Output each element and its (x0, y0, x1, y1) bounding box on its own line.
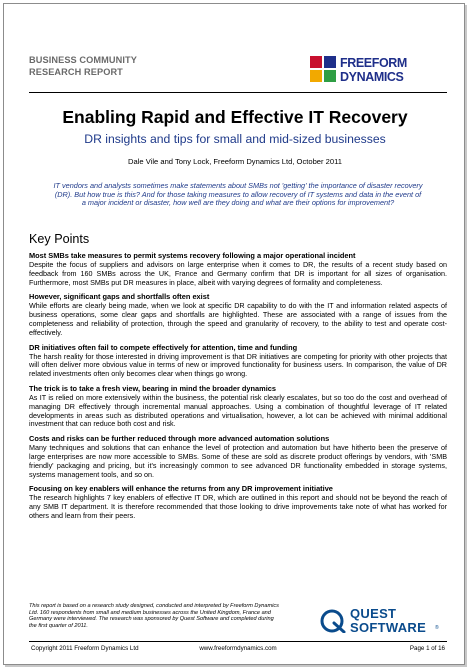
key-point-heading: Costs and risks can be further reduced through more advanced automation solutions (29, 434, 330, 444)
logo-word-freeform: FREEFORM (340, 56, 407, 70)
key-point-text: As IT is relied on more extensively within the business, the potential risk clearly escalates, but so too do the cost and overhead of managing DR effectively through incremental manual approaches. Using a combination of thoughtful leverage of IT related developments in areas such as distributed operations and virtualisation, however, a lot can be achieved with minimal additional investment that can reduce both cost and risk. (29, 392, 447, 429)
report-type-line-1: BUSINESS COMMUNITY (29, 55, 137, 65)
key-point-heading: Most SMBs take measures to permit systems recovery following a major operational incident (29, 251, 356, 260)
software-word: SOFTWARE (350, 620, 427, 635)
key-point-section (29, 292, 447, 337)
logo-squares-icon (310, 56, 337, 83)
report-type-line-2: RESEARCH REPORT (29, 67, 123, 77)
page-footer (29, 641, 447, 656)
key-point-text: The research highlights 7 key enablers of effective IT DR, which are outlined in this report and should not be beyond the reach of any SMB IT department. It is therefore recommended that those looking to drive improvements take note of what has worked for others and learn from their peers. (29, 493, 447, 520)
footer-page-number: Page 1 of 16 (409, 645, 445, 652)
key-point-section (29, 484, 447, 520)
key-point-text: The harsh reality for those interested in driving improvement is that DR initiatives are competing for priority with other projects that will often deliver more obvious value in terms of new or improved functionality for business users. In comparison, the value of DR related investments often only becomes clear when things go wrong. (29, 351, 447, 379)
key-point-text: Many techniques and solutions that can enhance the level of protection and automation but have hitherto been the preserve of large enterprises are now more accessible to SMBs. Some of these are sold as discrete product offerings by vendors, with 'SMB friendly' packaging and pricing, but it's increasingly common to see advanced DR functionality embedded in storage systems, systems management tools, and so on. (29, 443, 447, 479)
key-point-text: While efforts are clearly being made, when we look at specific DR capability to do with the IT and information related aspects of business operations, some clear gaps and shortfalls are highlighted. These are associated with a range of issues from the completeness and reliability of protection, through the speed and granularity of recovery, to the ability to test and operate cost-effectively. (29, 301, 447, 337)
key-point-heading: However, significant gaps and shortfalls often exist (29, 292, 210, 302)
key-point-section (29, 251, 447, 287)
logo-word-dynamics: DYNAMICS (340, 70, 404, 84)
key-point-heading: DR initiatives often fail to compete effectively for attention, time and funding (29, 342, 298, 352)
report-type-label (29, 54, 137, 78)
document-subtitle: DR insights and tips for small and mid-sized businesses (84, 132, 386, 146)
key-point-text: Despite the focus of suppliers and advisors on large enterprise when it comes to DR, the results of a recent study based on feedback from 160 SMBs across the UK, France and Germany confirm that DR is important for all sizes of organisation. Furthermore, most SMBs put DR measures in place, albeit with varying degrees of formality and completeness. (29, 260, 447, 287)
quest-software-logo (320, 606, 450, 636)
key-point-section (29, 384, 447, 429)
freeform-dynamics-logo (310, 55, 450, 93)
key-point-heading: The trick is to take a fresh view, bearing in mind the broader dynamics (29, 383, 276, 393)
research-footnote: This report is based on a research study designed, conducted and interpreted by Freeform Dynamics Ltd. 160 respondents from small and medium businesses across the United Kingdom, France and Germany were interviewed. The research was sponsored by Quest Software and completed during the first quarter of 2011. (29, 603, 279, 629)
header-divider (29, 92, 447, 93)
key-points-body (29, 251, 447, 526)
quest-swoosh-icon (320, 609, 346, 633)
footer-copyright: Copyright 2011 Freeform Dynamics Ltd (31, 645, 139, 652)
intro-paragraph: IT vendors and analysts sometimes make statements about SMBs not 'getting' the importance of disaster recovery (DR). But how true is this? And for those taking measures to allow recovery of IT systems and data in the event of a major incident or disaster, how well are they doing and what are their options for improvement? (53, 181, 423, 208)
authors-line: Dale Vile and Tony Lock, Freeform Dynamics Ltd, October 2011 (128, 157, 342, 166)
key-point-heading: Focusing on key enablers will enhance the returns from any DR improvement initiative (29, 484, 333, 494)
quest-word: QUEST (350, 606, 397, 621)
key-point-section (29, 434, 447, 479)
key-points-heading: Key Points (29, 232, 90, 246)
footer-website-link[interactable]: www.freeformdynamics.com (199, 645, 277, 652)
registered-mark: ® (435, 625, 439, 631)
document-title: Enabling Rapid and Effective IT Recovery (62, 107, 408, 127)
key-point-section (29, 343, 447, 379)
